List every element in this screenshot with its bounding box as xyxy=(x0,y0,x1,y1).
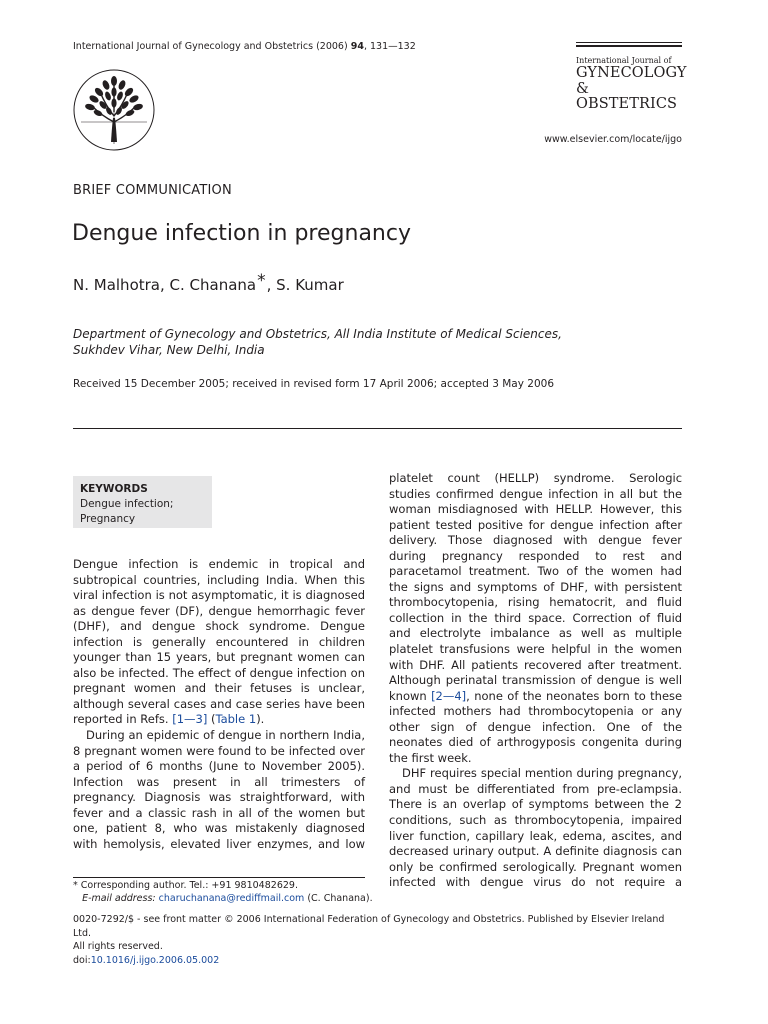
citation-volume: 94 xyxy=(350,41,364,52)
paragraph-text: Dengue infection is endemic in tropical and subtropical countries, including India. When this viral infection is not asymptomatic, it is diagnosed as dengue fever (DF), dengue hemorrhagic fever (DHF), and dengue shock syndrome. Dengue infection is generally encountered in children younger than 15 years, but pregnant women can also be infected. The effect of dengue infection on pregnant women and their fetuses is unclear, although several cases and case series have been reported in Refs. xyxy=(73,557,365,727)
keyword-item: Dengue infection; xyxy=(80,498,174,510)
copyright-line: All rights reserved. xyxy=(73,941,163,952)
body-paragraph xyxy=(73,557,365,728)
copyright-notice xyxy=(73,913,682,967)
doi-label: doi: xyxy=(73,954,91,966)
header-divider xyxy=(73,428,682,429)
article-title: Dengue infection in pregnancy xyxy=(72,221,411,246)
body-column-right xyxy=(389,471,682,891)
authors-first: N. Malhotra, C. Chanana xyxy=(73,276,257,294)
footnote-phone: * Corresponding author. Tel.: +91 9810482629. xyxy=(73,880,298,891)
footnote-email xyxy=(73,892,373,905)
body-paragraph: During an epidemic of dengue in northern India, 8 pregnant women were found to be infected over a period of 6 months (June to November 2005). Infection was present in all trimesters of pregnancy. Diagnosis was straightforward, with fever and a classic rash in all of the women but one, patient 8, who was mistakenly diagnosed with hemolysis, elevated liver enzymes, and low xyxy=(73,728,366,851)
journal-name-line2: & OBSTETRICS xyxy=(576,80,678,112)
article-section: BRIEF COMMUNICATION xyxy=(73,183,232,198)
email-link[interactable]: charuchanana@rediffmail.com xyxy=(158,893,305,904)
corresponding-author-footnote xyxy=(73,879,373,905)
paragraph-text: ( xyxy=(207,712,216,727)
tree-of-life-logo-icon xyxy=(70,66,158,154)
journal-name-line1: GYNECOLOGY xyxy=(576,65,687,81)
citation-pages: , 131—132 xyxy=(363,41,416,52)
keyword-item: Pregnancy xyxy=(80,513,136,525)
journal-masthead xyxy=(576,42,687,113)
received-dates: Received 15 December 2005; received in revised form 17 April 2006; accepted 3 May 2006 xyxy=(73,378,555,390)
masthead-rule xyxy=(576,45,682,47)
journal-citation xyxy=(73,41,416,52)
journal-url-link[interactable]: www.elsevier.com/locate/ijgo xyxy=(544,134,682,145)
reference-link[interactable]: [2—4] xyxy=(431,688,467,703)
journal-name-small: International Journal of xyxy=(576,56,672,65)
authors-last: , S. Kumar xyxy=(266,276,344,294)
body-paragraph: platelet count (HELLP) syndrome. Serologic studies confirmed dengue infection in all but the woman misdiagnosed with HELLP. However, this patient tested positive for dengue infection after delivery. Those diagnosed with dengue fever during pregnancy responded to rest and paracetamol treatment. Two of the women had the signs and symptoms of DHF, with persistent thrombocytopenia, rising hematocrit, and fluid collection in the third space. Correction of fluid and electrolyte imbalance as well as multiple platelet transfusions were helpful in the women with DHF. All patients recovered after treatment. Although perinatal transmission of dengue is well known [2—4], none of the neonates born to these infected mothers had thrombocytopenia or any other sign of dengue infection. One of the neonates died of arthrogyposis congenita during the first week. xyxy=(389,471,683,765)
doi-link[interactable]: 10.1016/j.ijgo.2006.05.002 xyxy=(90,954,220,966)
paragraph-text: ). xyxy=(256,712,265,727)
masthead-rule xyxy=(576,42,682,43)
keywords-box xyxy=(73,476,212,528)
keywords-heading: KEYWORDS xyxy=(80,483,148,495)
doi-line xyxy=(73,954,682,968)
copyright-line: 0020-7292/$ - see front matter © 2006 International Federation of Gynecology and Obstetrics. Published by Elsevier Ireland Ltd. xyxy=(73,914,665,939)
body-column-left xyxy=(73,557,365,852)
citation-prefix: International Journal of Gynecology and Obstetrics (2006) xyxy=(73,41,351,52)
email-label: E-mail address: xyxy=(82,893,159,904)
footnote-divider xyxy=(73,877,365,878)
email-suffix: (C. Chanana). xyxy=(304,893,373,904)
corresponding-author-mark[interactable]: * xyxy=(257,271,266,291)
affiliation-line: Department of Gynecology and Obstetrics, All India Institute of Medical Sciences, xyxy=(73,327,562,341)
affiliation-line: Sukhdev Vihar, New Delhi, India xyxy=(73,343,265,357)
article-authors xyxy=(73,271,344,295)
reference-link[interactable]: [1—3] xyxy=(172,712,208,727)
body-paragraph: DHF requires special mention during pregnancy, and must be differentiated from pre-eclampsia. There is an overlap of symptoms between the 2 conditions, such as thrombocytopenia, impaired liver function, capillary leak, edema, ascites, and decreased urinary output. A definite diagnosis can only be confirmed serologically. Pregnant women infected with dengue virus do not require a xyxy=(389,766,683,890)
table-link[interactable]: Table 1 xyxy=(215,712,257,727)
author-affiliation xyxy=(73,326,562,358)
